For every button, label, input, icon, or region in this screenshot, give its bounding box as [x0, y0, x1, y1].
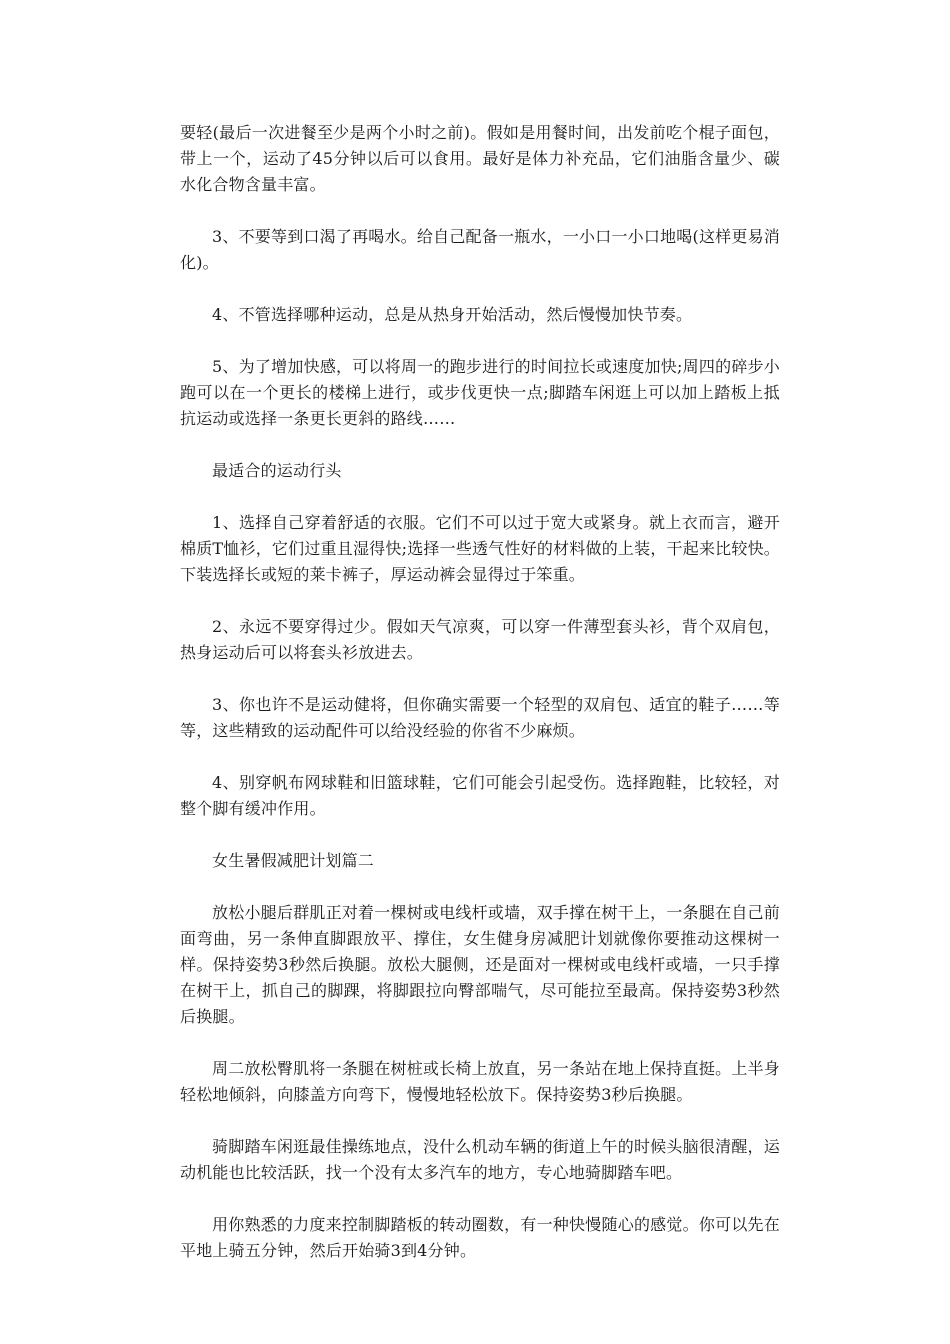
paragraph-tip-4-warmup: 4、不管选择哪种运动，总是从热身开始活动，然后慢慢加快节奏。	[212, 305, 693, 324]
document-body	[180, 120, 780, 1290]
section-heading-part-two: 女生暑假减肥计划篇二	[212, 851, 375, 870]
paragraph-tip-3-water: 3、不要等到口渴了再喝水。给自己配备一瓶水，一小口一小口地喝(这样更易消化)。	[180, 227, 780, 272]
paragraph-stretch-legs: 放松小腿后群肌正对着一棵树或电线杆或墙，双手撑在树干上，一条腿在自己前面弯曲，另一条伸直脚跟放平、撑住，女生健身房减肥计划就像你要推动这棵树一样。保持姿势3秒然后换腿。放松大腿侧，还是面对一棵树或电线杆或墙，一只手撑在树干上，抓自己的脚踝，将脚跟拉向臀部喘气，尽可能拉至最高。保持姿势3秒然后换腿。	[180, 903, 780, 1026]
paragraph-cycling-pace: 用你熟悉的力度来控制脚踏板的转动圈数，有一种快慢随心的感觉。你可以先在平地上骑五分钟，然后开始骑3到4分钟。	[180, 1215, 780, 1260]
section-heading-outfit: 最适合的运动行头	[212, 461, 342, 480]
paragraph-outfit-4: 4、别穿帆布网球鞋和旧篮球鞋，它们可能会引起受伤。选择跑鞋，比较轻，对整个脚有缓冲作用。	[180, 773, 780, 818]
paragraph-cycling-location: 骑脚踏车闲逛最佳操练地点，没什么机动车辆的街道上午的时候头脑很清醒，运动机能也比较活跃，找一个没有太多汽车的地方，专心地骑脚踏车吧。	[180, 1137, 780, 1182]
paragraph-continuation: 要轻(最后一次进餐至少是两个小时之前)。假如是用餐时间，出发前吃个棍子面包，带上一个，运动了45分钟以后可以食用。最好是体力补充品，它们油脂含量少、碳水化合物含量丰富。	[180, 123, 780, 194]
paragraph-outfit-1: 1、选择自己穿着舒适的衣服。它们不可以过于宽大或紧身。就上衣而言，避开棉质T恤衫，它们过重且湿得快;选择一些透气性好的材料做的上装，干起来比较快。下装选择长或短的莱卡裤子，厚运动裤会显得过于笨重。	[180, 513, 780, 584]
paragraph-stretch-glutes: 周二放松臀肌将一条腿在树桩或长椅上放直，另一条站在地上保持直挺。上半身轻松地倾斜，向膝盖方向弯下，慢慢地轻松放下。保持姿势3秒后换腿。	[180, 1059, 780, 1104]
paragraph-outfit-3: 3、你也许不是运动健将，但你确实需要一个轻型的双肩包、适宜的鞋子……等等，这些精致的运动配件可以给没经验的你省不少麻烦。	[180, 695, 780, 740]
paragraph-tip-5-intensity: 5、为了增加快感，可以将周一的跑步进行的时间拉长或速度加快;周四的碎步小跑可以在一个更长的楼梯上进行，或步伐更快一点;脚踏车闲逛上可以加上踏板上抵抗运动或选择一条更长更斜的路线……	[180, 357, 780, 428]
paragraph-outfit-2: 2、永远不要穿得过少。假如天气凉爽，可以穿一件薄型套头衫，背个双肩包，热身运动后可以将套头衫放进去。	[180, 617, 780, 662]
